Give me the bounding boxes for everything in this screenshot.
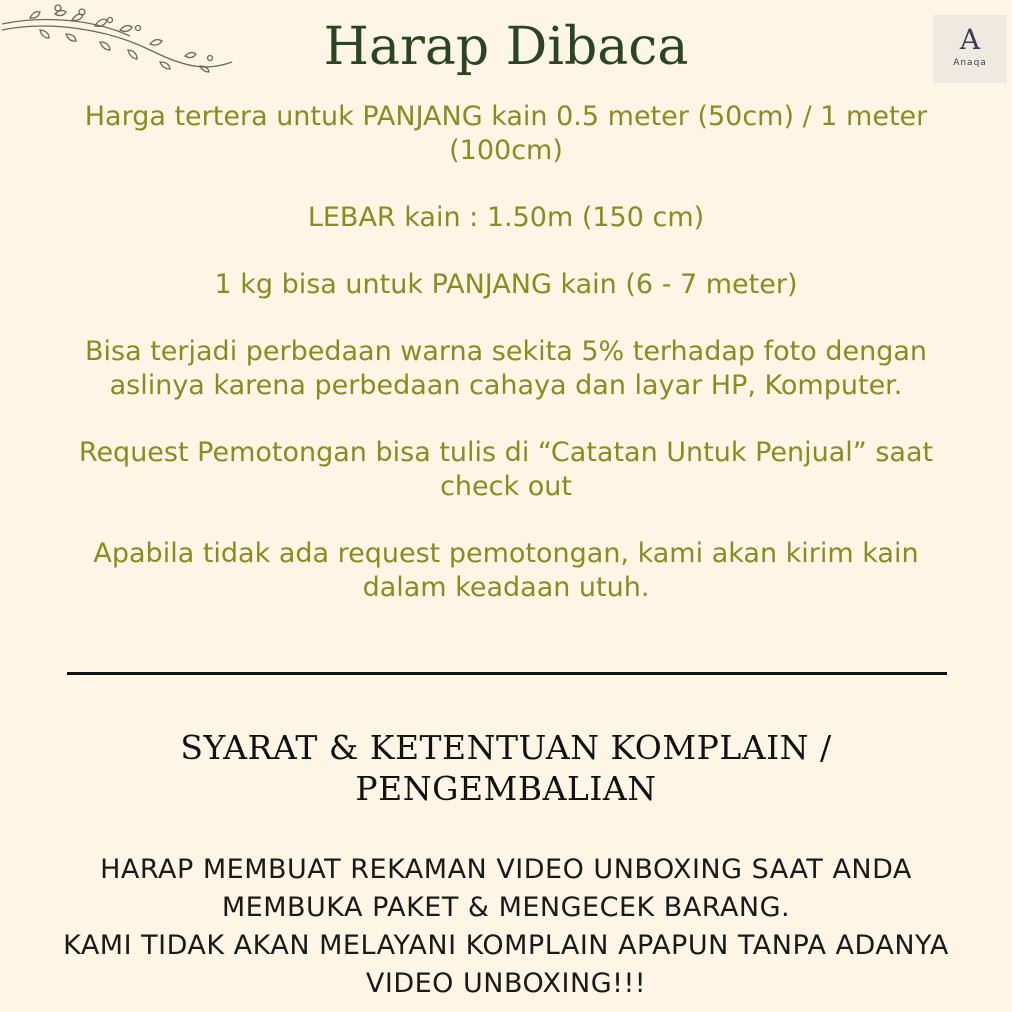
info-item-weight: 1 kg bisa untuk PANJANG kain (6 - 7 meter) (214, 269, 798, 300)
page-title: Harap Dibaca (323, 17, 689, 77)
section-divider (67, 672, 947, 675)
info-item-color-note: Bisa terjadi perbedaan warna sekita 5% terhadap foto dengan aslinya karena perbedaan cahaya dan layar HP, Komputer. (84, 336, 927, 401)
info-list (70, 100, 942, 638)
terms-line-unboxing: HARAP MEMBUAT REKAMAN VIDEO UNBOXING SAAT ANDA MEMBUKA PAKET & MENGECEK BARANG. (100, 854, 912, 923)
info-item-cutting-request: Request Pemotongan bisa tulis di “Catatan Untuk Penjual” saat check out (78, 437, 934, 502)
terms-heading: SYARAT & KETENTUAN KOMPLAIN / PENGEMBALIAN (180, 728, 832, 808)
info-item-uncut-note: Apabila tidak ada request pemotongan, kami akan kirim kain dalam keadaan utuh. (93, 538, 919, 603)
logo-mark: A (959, 23, 981, 56)
info-item-width: LEBAR kain : 1.50m (150 cm) (307, 202, 705, 233)
logo-name: Anaqa (953, 58, 987, 68)
terms-body (40, 851, 972, 1003)
terms-line-warning: KAMI TIDAK AKAN MELAYANI KOMPLAIN APAPUN TANPA ADANYA VIDEO UNBOXING!!! (63, 930, 949, 999)
info-item-price: Harga tertera untuk PANJANG kain 0.5 meter (50cm) / 1 meter (100cm) (84, 101, 928, 166)
